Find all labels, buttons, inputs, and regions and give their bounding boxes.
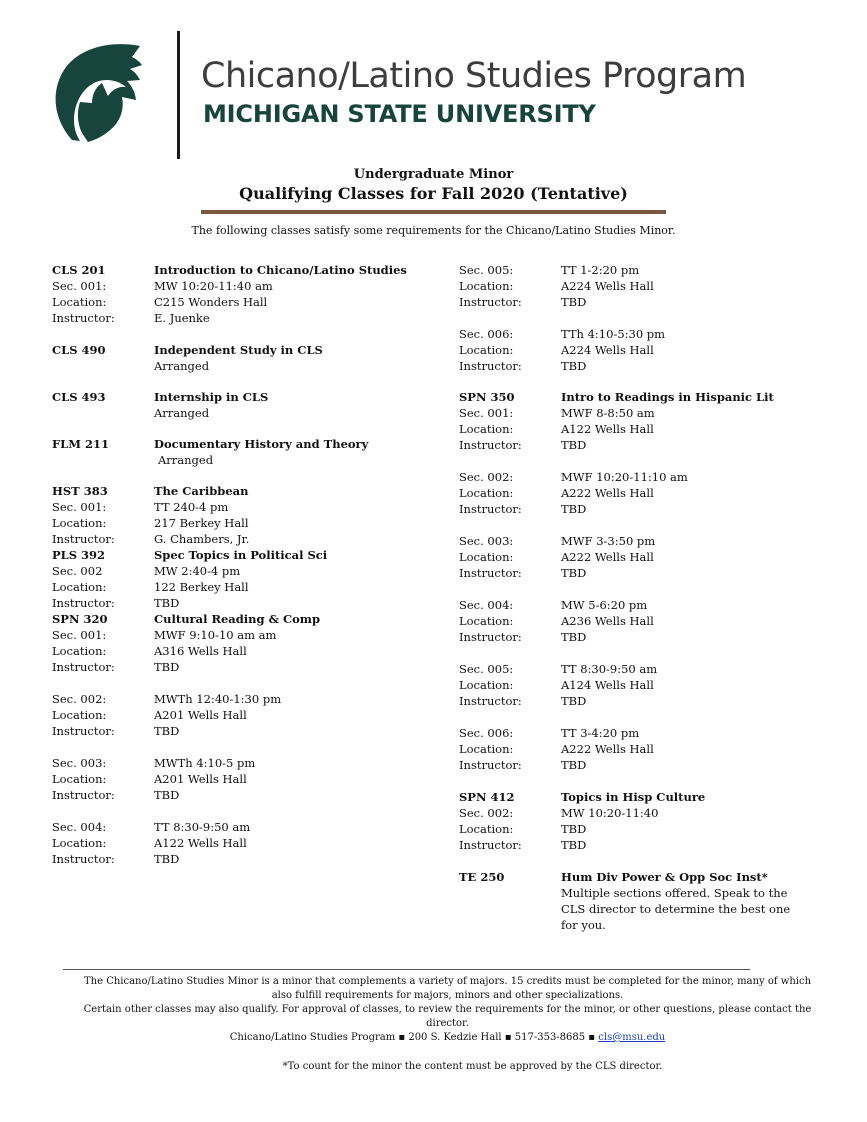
page-subtitle: Undergraduate Minor — [353, 167, 514, 182]
location-row: Location: A122 Wells Hall — [459, 422, 654, 436]
course-title: Introduction to Chicano/Latino Studies — [154, 263, 407, 277]
location-row: Location: A201 Wells Hall — [52, 772, 247, 786]
location-row: Location: TBD — [459, 822, 587, 836]
location-row: Location: 122 Berkey Hall — [52, 580, 249, 594]
course-code: PLS 392 — [52, 548, 106, 562]
instructor-row: Instructor: TBD — [52, 660, 180, 674]
course-heading — [52, 262, 432, 278]
location-row: Location: A224 Wells Hall — [459, 279, 654, 293]
course-title: Cultural Reading & Comp — [154, 612, 320, 626]
course-title: Documentary History and Theory — [154, 437, 369, 451]
course-heading — [52, 342, 432, 358]
section-row: Sec. 004: MW 5-6:20 pm — [459, 598, 648, 612]
course-note: Arranged — [158, 453, 214, 467]
course-title: Topics in Hisp Culture — [561, 790, 706, 804]
location-row: Location: A224 Wells Hall — [459, 343, 654, 357]
page-title: Qualifying Classes for Fall 2020 (Tentative) — [239, 184, 628, 203]
course-title: Internship in CLS — [154, 390, 269, 404]
instructor-row: Instructor: TBD — [459, 694, 587, 708]
section-row: Sec. 005: TT 1-2:20 pm — [459, 263, 640, 277]
section-row: Sec. 001: MW 10:20-11:40 am — [52, 278, 432, 294]
location-row: Location: A316 Wells Hall — [52, 644, 247, 658]
section-row: Sec. 002: MWF 10:20-11:10 am — [459, 470, 688, 484]
instructor-row: Instructor: TBD — [459, 566, 587, 580]
course-heading — [52, 436, 432, 452]
location-row: Location: A201 Wells Hall — [52, 708, 247, 722]
section-row: Sec. 005: TT 8:30-9:50 am — [459, 662, 658, 676]
course-heading — [52, 611, 432, 627]
course-code: SPN 412 — [459, 790, 515, 804]
course-heading — [459, 789, 819, 805]
instructor-row: Instructor: TBD — [52, 724, 180, 738]
section-time: MW 10:20-11:40 am — [154, 279, 273, 293]
course-code: HST 383 — [52, 484, 108, 498]
course-heading — [52, 483, 432, 499]
university-name: MICHIGAN STATE UNIVERSITY — [203, 100, 596, 128]
section-row: Sec. 001: TT 240-4 pm — [52, 500, 229, 514]
instructor-row: Instructor: TBD — [459, 502, 587, 516]
course-heading — [459, 869, 819, 885]
course-heading — [459, 389, 819, 405]
title-divider — [201, 210, 666, 214]
course-heading — [52, 389, 432, 405]
location-row: Location: A122 Wells Hall — [52, 836, 247, 850]
course-note: Arranged — [154, 359, 210, 373]
location-row: Location: A124 Wells Hall — [459, 678, 654, 692]
course-code: SPN 350 — [459, 390, 515, 404]
location-row: Location: C215 Wonders Hall — [52, 294, 432, 310]
location-row: Location: A222 Wells Hall — [459, 486, 654, 500]
course-code: TE 250 — [459, 870, 505, 884]
course-title: Intro to Readings in Hispanic Lit — [561, 390, 774, 404]
course-note: Multiple sections offered. Speak to the CLS director to determine the best one for you. — [561, 886, 791, 932]
course-heading — [52, 547, 432, 563]
contact-info: Chicano/Latino Studies Program ▪ 200 S. Kedzie Hall ▪ 517-353-8685 ▪ — [229, 1032, 596, 1043]
course-code: CLS 493 — [52, 390, 106, 404]
section-row: Sec. 003: MWF 3-3:50 pm — [459, 534, 656, 548]
section-row: Sec. 002 MW 2:40-4 pm — [52, 564, 241, 578]
section-row: Sec. 006: TTh 4:10-5:30 pm — [459, 327, 666, 341]
course-code: CLS 201 — [52, 263, 106, 277]
email-link[interactable]: cls@msu.edu — [598, 1032, 666, 1043]
course-title: Hum Div Power & Opp Soc Inst* — [561, 870, 768, 884]
instructor-row: Instructor: TBD — [459, 438, 587, 452]
section-row: Sec. 004: TT 8:30-9:50 am — [52, 820, 251, 834]
footer-approval-note: Certain other classes may also qualify. For approval of classes, to review the requirements for the minor, or other questions, please contact the director. — [83, 1004, 812, 1029]
section-row: Sec. 001: MWF 9:10-10 am am — [52, 628, 277, 642]
course-code: CLS 490 — [52, 343, 106, 357]
location-row: Location: A222 Wells Hall — [459, 742, 654, 756]
footer-contact — [75, 1031, 820, 1045]
footer-minor-description: The Chicano/Latino Studies Minor is a minor that complements a variety of majors. 15 credits must be completed for the minor, many of which also fulfill requirements for majors, minors and other specializations. — [83, 976, 812, 1001]
instructor-row: Instructor: TBD — [52, 852, 180, 866]
instructor-row: Instructor: TBD — [459, 359, 587, 373]
instructor-value: E. Juenke — [154, 311, 210, 325]
section-row: Sec. 006: TT 3-4:20 pm — [459, 726, 640, 740]
instructor-row: Instructor: TBD — [459, 758, 587, 772]
footer — [75, 975, 820, 1045]
section-row: Sec. 002: MW 10:20-11:40 — [459, 806, 659, 820]
instructor-row: Instructor: TBD — [459, 630, 587, 644]
course-code: FLM 211 — [52, 437, 109, 451]
instructor-row: Instructor: G. Chambers, Jr. — [52, 532, 250, 546]
instructor-row: Instructor: E. Juenke — [52, 310, 432, 326]
section-row: Sec. 001: MWF 8-8:50 am — [459, 406, 655, 420]
course-title: Independent Study in CLS — [154, 343, 323, 357]
instructor-row: Instructor: TBD — [459, 838, 587, 852]
header-divider — [177, 31, 180, 159]
location-value: C215 Wonders Hall — [154, 295, 268, 309]
instructor-row: Instructor: TBD — [459, 295, 587, 309]
course-title: The Caribbean — [154, 484, 249, 498]
intro-text: The following classes satisfy some requirements for the Chicano/Latino Studies Minor. — [191, 224, 676, 237]
course-code: SPN 320 — [52, 612, 108, 626]
program-title: Chicano/Latino Studies Program — [201, 56, 747, 96]
instructor-row: Instructor: TBD — [52, 788, 180, 802]
location-row: Location: A236 Wells Hall — [459, 614, 654, 628]
course-note: Arranged — [154, 406, 210, 420]
footer-divider — [63, 969, 750, 970]
course-title: Spec Topics in Political Sci — [154, 548, 328, 562]
section-row: Sec. 002: MWTh 12:40-1:30 pm — [52, 692, 282, 706]
instructor-row: Instructor: TBD — [52, 596, 180, 610]
footnote: *To count for the minor the content must be approved by the CLS director. — [282, 1061, 663, 1072]
location-row: Location: 217 Berkey Hall — [52, 516, 249, 530]
course-list-left — [52, 262, 432, 867]
spartan-helmet-icon — [52, 40, 152, 145]
section-row: Sec. 003: MWTh 4:10-5 pm — [52, 756, 256, 770]
location-row: Location: A222 Wells Hall — [459, 550, 654, 564]
course-list-right — [459, 262, 819, 933]
